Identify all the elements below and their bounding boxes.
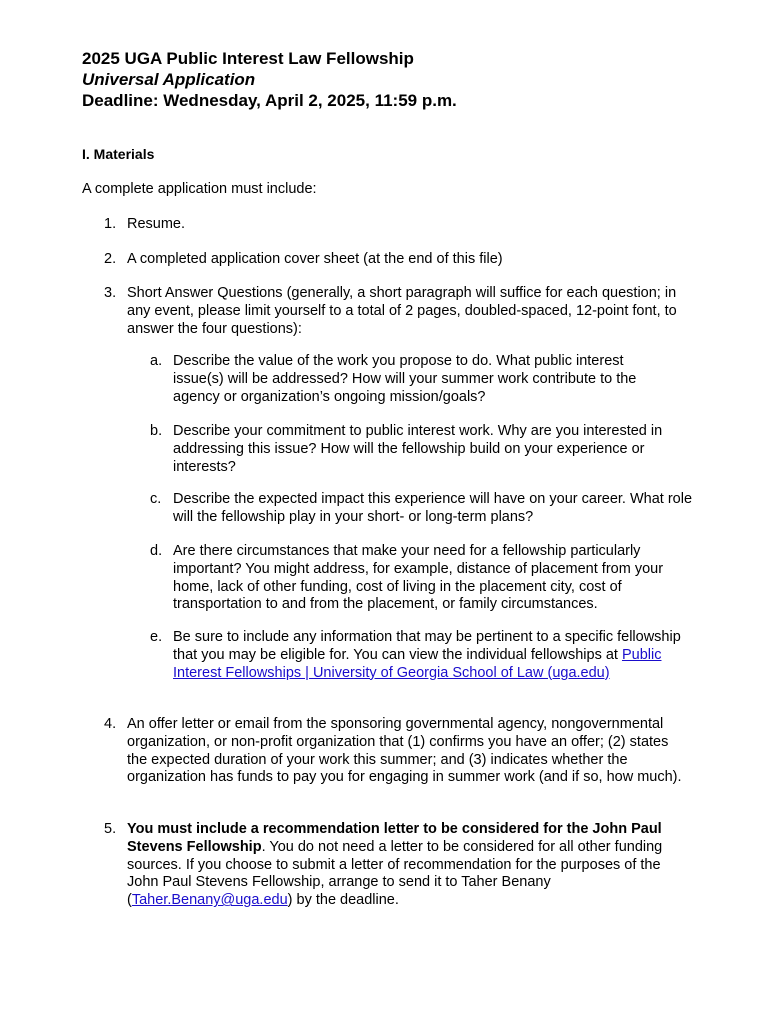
sublist-letter-d: d. [150,543,163,559]
public-interest-fellowships-link[interactable]: Public Interest Fellowships | University of Georgia School of Law (uga.edu) [173,646,662,681]
recommendation-details: . You do not need a letter to be considered for all other funding sources. If you choose to submit a letter of recommendation for the purposes of the John Paul Stevens Fellowship, arrange to send it to Taher Benany ( [127,838,663,909]
sublist-item-d: Are there circumstances that make your need for a fellowship particularly important? You might address, for example, distance of placement from your home, lack of other funding, cost of living in the placement city, cost of transportation to and from the placement, or family circumstances. [173,543,664,613]
list-item-short-answers: Short Answer Questions (generally, a short paragraph will suffice for each question; in any event, please limit yourself to a total of 2 pages, doubled-spaced, 12-point font, to answer the four questions): [127,285,677,337]
email-link[interactable]: Taher.Benany@uga.edu [131,892,288,909]
list-number-2: 2. [104,251,117,267]
sublist-letter-e: e. [150,629,163,645]
fellowship-title: 2025 UGA Public Interest Law Fellowship [82,49,414,68]
sublist-item-e [173,629,693,682]
list-item-offer-letter: An offer letter or email from the sponsoring governmental agency, nongovernmental organization, or non-profit organization that (1) confirms you have an offer; (2) states the expected duration of your work this summer; and (3) indicates whether the organization has funds to pay you for engaging in summer work (and if so, how much). [127,716,682,786]
sublist-item-c: Describe the expected impact this experience will have on your career. What role will the fellowship play in your short- or long-term plans? [173,491,693,525]
sublist-item-e-text: Be sure to include any information that may be pertinent to a specific fellowship that you may be eligible for. You can view the individual fellowships at [173,629,681,663]
sublist-letter-a: a. [150,353,163,369]
list-item-recommendation [127,821,692,910]
intro-text: A complete application must include: [82,181,317,197]
list-item-cover-sheet: A completed application cover sheet (at the end of this file) [127,251,503,267]
section-heading: I. Materials [82,146,155,162]
sublist-item-a: Describe the value of the work you propose to do. What public interest issue(s) will be addressed? How will your summer work contribute to the agency or organization’s ongoing mission/goals? [173,353,637,405]
sublist-item-b: Describe your commitment to public interest work. Why are you interested in addressing this issue? How will the fellowship build on your experience or interests? [173,423,663,475]
list-number-4: 4. [104,716,117,732]
list-number-1: 1. [104,216,117,232]
list-item-resume: Resume. [127,216,186,232]
recommendation-deadline: ) by the deadline. [287,892,399,909]
deadline-line: Deadline: Wednesday, April 2, 2025, 11:59 p.m. [82,91,457,110]
sublist-letter-b: b. [150,423,163,439]
recommendation-requirement: You must include a recommendation letter to be considered for the John Paul Stevens Fellowship [127,821,662,855]
sublist-letter-c: c. [150,491,162,507]
list-number-3: 3. [104,285,117,301]
document-title-block [82,48,457,111]
application-subtitle: Universal Application [82,70,256,89]
list-number-5: 5. [104,821,117,837]
